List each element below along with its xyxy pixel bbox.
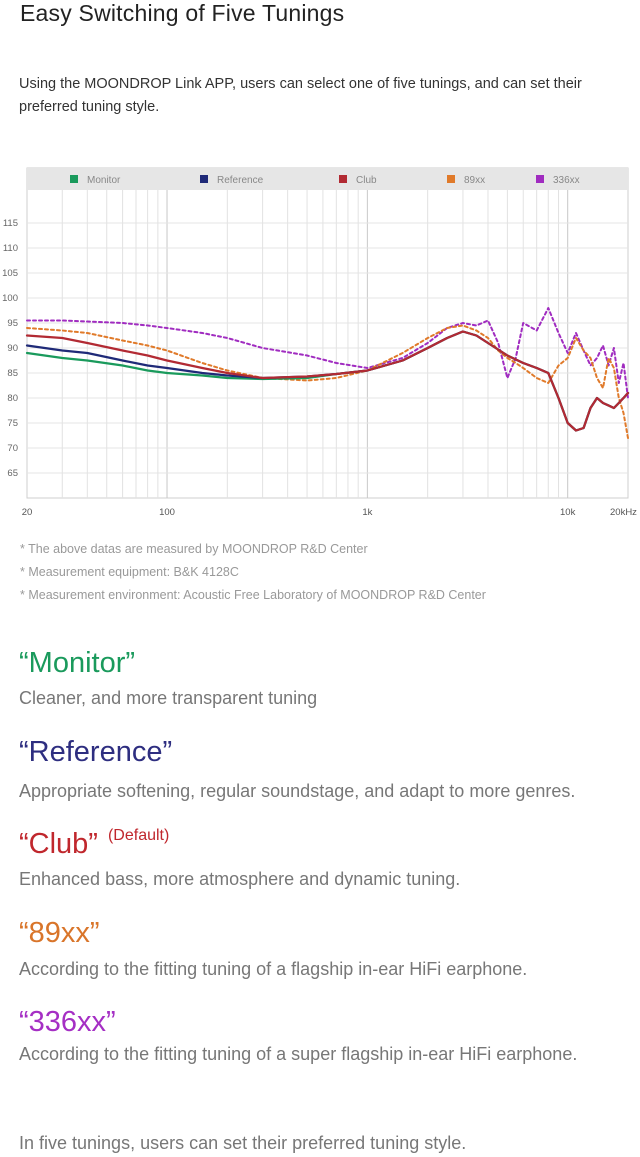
x-tick-label: 20: [21, 507, 33, 518]
y-tick-label: 95: [7, 318, 18, 329]
x-tick-label: 10k: [560, 507, 576, 518]
legend-swatch: [447, 175, 455, 183]
club-title-text: “Club”: [19, 828, 98, 860]
y-tick-label: 105: [2, 268, 18, 279]
tuning-title-reference: “Reference”: [19, 736, 173, 768]
y-tick-label: 70: [7, 443, 18, 454]
measurement-notes: [20, 538, 486, 607]
frequency-response-chart: [0, 165, 640, 525]
legend-swatch: [200, 175, 208, 183]
legend-swatch: [536, 175, 544, 183]
tuning-desc-89xx: According to the fitting tuning of a flagship in-ear HiFi earphone.: [19, 959, 528, 979]
note-line: * Measurement environment: Acoustic Free Laboratory of MOONDROP R&D Center: [20, 588, 486, 602]
tuning-title-336xx: “336xx”: [19, 1006, 116, 1038]
tuning-title-monitor: “Monitor”: [19, 647, 136, 679]
x-tick-label: 20kHz: [610, 507, 637, 518]
x-tick-label: 1k: [362, 507, 373, 518]
legend-label: 336xx: [553, 175, 580, 186]
legend-label: 89xx: [464, 175, 486, 186]
tuning-desc-336xx: According to the fitting tuning of a super flagship in-ear HiFi earphone.: [19, 1044, 578, 1064]
default-tag: (Default): [107, 827, 170, 844]
y-tick-label: 110: [2, 243, 18, 254]
y-tick-label: 75: [7, 418, 18, 429]
legend-label: Reference: [217, 175, 264, 186]
footer-text: In five tunings, users can set their preferred tuning style.: [19, 1133, 467, 1153]
page-title: Easy Switching of Five Tunings: [20, 0, 345, 26]
note-line: * The above datas are measured by MOONDROP R&D Center: [20, 542, 368, 556]
y-tick-label: 65: [7, 468, 18, 479]
tuning-desc-monitor: Cleaner, and more transparent tuning: [19, 688, 318, 708]
y-tick-label: 115: [2, 218, 18, 229]
tuning-title-89xx: “89xx”: [19, 917, 100, 949]
tuning-desc-club: Enhanced bass, more atmosphere and dynamic tuning.: [19, 869, 461, 889]
chart-svg: [0, 165, 640, 525]
y-tick-label: 85: [7, 368, 18, 379]
y-tick-label: 100: [2, 293, 18, 304]
legend-label: Club: [356, 175, 377, 186]
tuning-desc-reference: Appropriate softening, regular soundstage, and adapt to more genres.: [19, 781, 576, 801]
y-tick-label: 80: [7, 393, 18, 404]
tuning-title-club: [19, 828, 169, 861]
legend-label: Monitor: [87, 175, 121, 186]
intro-text: Using the MOONDROP Link APP, users can select one of five tunings, and can set their preferred tuning style.: [19, 76, 582, 115]
legend-swatch: [70, 175, 78, 183]
note-line: * Measurement equipment: B&K 4128C: [20, 565, 239, 579]
y-tick-label: 90: [7, 343, 18, 354]
x-tick-label: 100: [159, 507, 175, 518]
legend-swatch: [339, 175, 347, 183]
